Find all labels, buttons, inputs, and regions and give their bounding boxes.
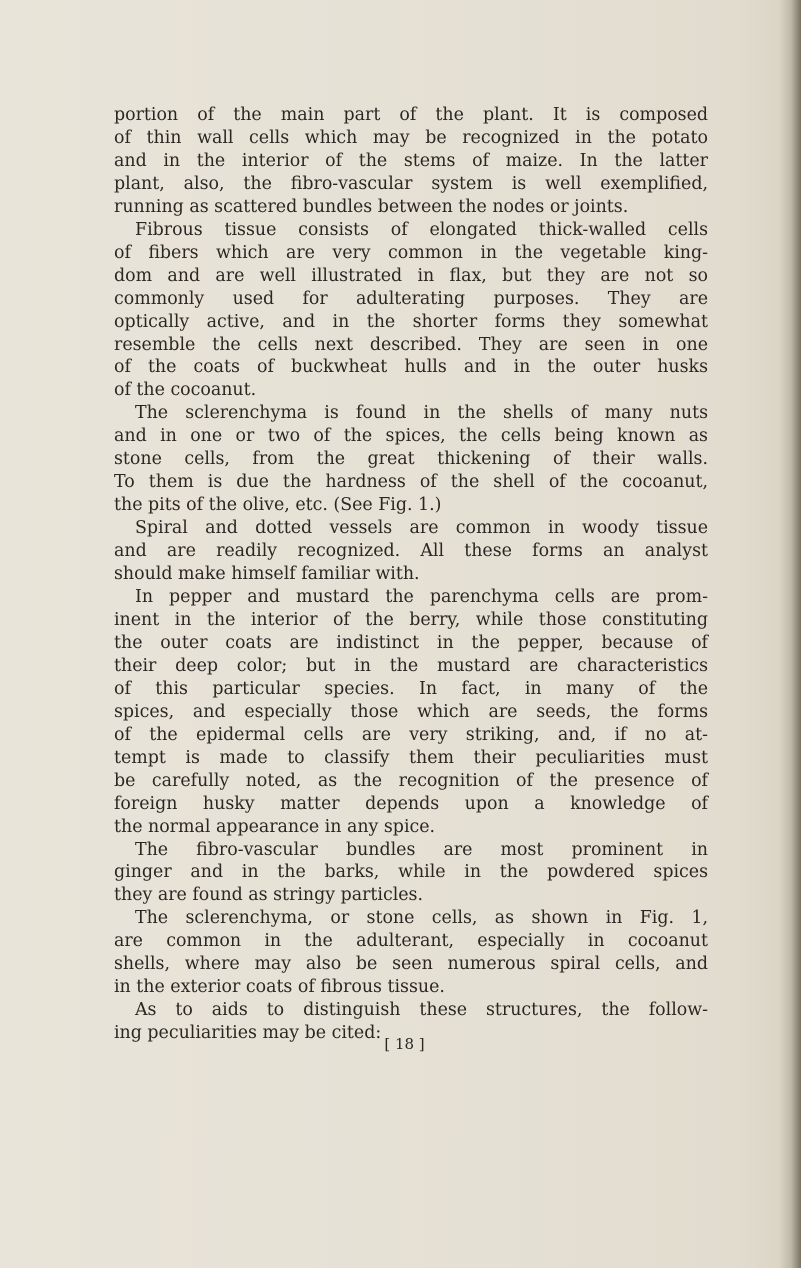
text-line: ginger and in the barks, while in the powdered spices [114,862,708,883]
text-line: inent in the interior of the berry, while those constituting [114,609,708,630]
page-edge-shadow [779,0,801,1268]
text-line: of this particular species. In fact, in many of the [114,678,708,699]
text-line: and in the interior of the stems of maize. In the latter [114,150,708,171]
text-line: As to aids to distinguish these structures, the follow- [135,1000,708,1021]
text-line: The sclerenchyma, or stone cells, as shown in Fig. 1, [135,908,708,929]
text-line: running as scattered bundles between the nodes or joints. [114,196,629,217]
text-line: The fibro-vascular bundles are most prominent in [135,839,708,860]
text-line: they are found as stringy particles. [114,885,424,906]
text-line: in the exterior coats of fibrous tissue. [114,977,445,998]
text-line: are common in the adulterant, especially in cocoanut [114,931,708,952]
text-line: Spiral and dotted vessels are common in woody tissue [135,518,708,539]
text-line: the pits of the olive, etc. (See Fig. 1.) [114,495,442,516]
text-line: commonly used for adulterating purposes. They are [114,288,708,309]
text-line: optically active, and in the shorter forms they somewhat [114,311,708,332]
text-line: resemble the cells next described. They are seen in one [114,334,708,355]
text-line: dom and are well illustrated in flax, but they are not so [114,265,708,286]
text-line: of fibers which are very common in the vegetable king- [114,242,708,263]
text-line: of the epidermal cells are very striking, and, if no at- [114,724,708,745]
page-number: [ 18 ] [384,1035,425,1053]
text-line: plant, also, the fibro-vascular system is well exemplified, [114,173,708,194]
text-line: foreign husky matter depends upon a knowledge of [114,793,708,814]
text-line: To them is due the hardness of the shell of the cocoanut, [114,472,708,493]
text-line: ing peculiarities may be cited: [114,1023,382,1044]
text-line: spices, and especially those which are seeds, the forms [114,701,708,722]
body-text [114,104,708,1045]
text-line: be carefully noted, as the recognition of the presence of [114,770,708,791]
text-line: Fibrous tissue consists of elongated thick-walled cells [135,219,708,240]
text-line: and are readily recognized. All these forms an analyst [114,541,708,562]
text-line: of the coats of buckwheat hulls and in the outer husks [114,357,708,378]
text-line: tempt is made to classify them their peculiarities must [114,747,708,768]
text-line: their deep color; but in the mustard are characteristics [114,655,708,676]
text-line: and in one or two of the spices, the cells being known as [114,426,708,447]
text-line: stone cells, from the great thickening of their walls. [114,449,708,470]
text-line: The sclerenchyma is found in the shells of many nuts [135,403,708,424]
text-line: of thin wall cells which may be recognized in the potato [114,127,708,148]
text-line: of the cocoanut. [114,380,257,401]
text-line: In pepper and mustard the parenchyma cells are prom- [135,587,708,608]
text-line: the normal appearance in any spice. [114,816,436,837]
text-line: the outer coats are indistinct in the pepper, because of [114,632,708,653]
text-line: should make himself familiar with. [114,564,420,585]
text-line: portion of the main part of the plant. It is composed [114,105,708,125]
text-line: shells, where may also be seen numerous spiral cells, and [114,954,708,975]
